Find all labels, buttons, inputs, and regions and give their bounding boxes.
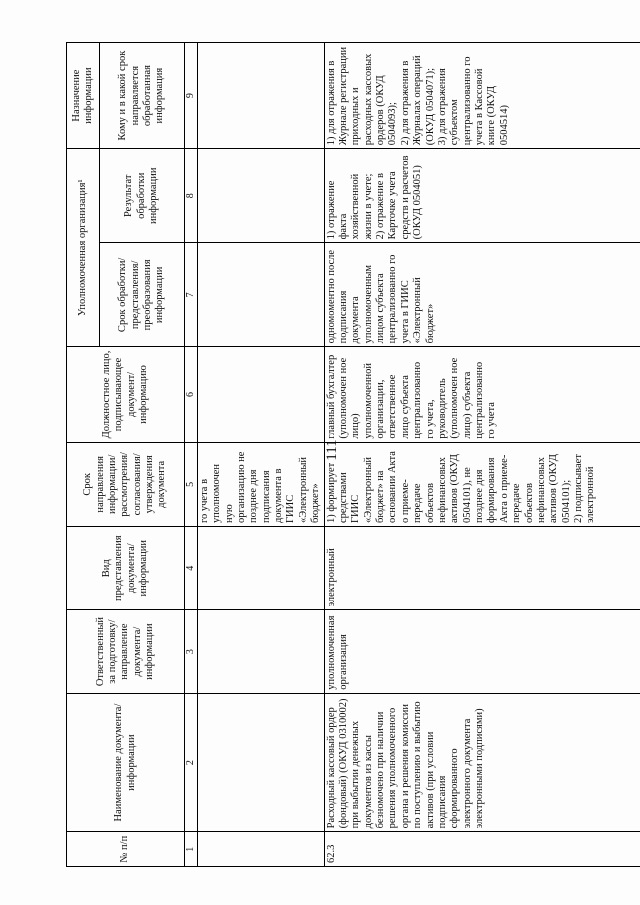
col-num-2: 2 [185,693,198,832]
header-processing-deadline: Срок обработки/ представления/ преобразования информации [100,243,185,347]
cell-empty [197,43,324,149]
header-group-upolnom: Уполномоченная организация¹ [67,149,100,347]
row-form: электронный [324,527,640,610]
continuation-deadline: го учета в уполномочен ную организацию не позднее дня подписания документа в ГИИС «Электронный бюджет» [197,442,324,526]
row-official: главный бухгалтер (уполномочен ное лицо) уполномоченной организации, ответственное лицо субъекта централизованно го учета, руководитель (уполномочен ное лицо) субъекта централизованно го учета [324,347,640,442]
header-official: Должностное лицо, подписывающее документ/ информацию [67,347,185,442]
header-name: Наименование документа/ информации [67,693,185,832]
table-row [324,43,640,867]
header-form: Вид представления документа/ информации [67,527,185,610]
row-processing-deadline: одномоментно после подписания документа уполномоченным лицом субъекта централизованно го учета в ГИИС «Электронный бюджет» [324,243,640,347]
row-result: 1) отражение факта хозяйственной жизни в учете; 2) отражение в Карточке учета средств и расчетов (ОКУД 0504051) [324,149,640,243]
row-deadline: 1) формирует средствами ГИИС «Электронный бюджет» на основании Акта о приеме-передаче объектов нефинансовых активов (ОКУД 0504101), не позднее дня формирования Акта о приеме-передаче объектов нефинансовых активов (ОКУД 0504101); 2) подписывает электронной [324,442,640,526]
col-num-8: 8 [185,149,198,243]
col-num-6: 6 [185,347,198,442]
header-recipient: Кому и в какой срок направляется обработанная информация [100,43,185,149]
col-num-7: 7 [185,243,198,347]
continuation-row [197,43,324,867]
cell-empty [197,527,324,610]
register-table [66,42,640,867]
header-responsible: Ответственный за подготовку/ направление документа/ информации [67,610,185,693]
cell-empty [197,610,324,693]
col-num-1: 1 [185,832,198,867]
col-num-9: 9 [185,43,198,149]
row-num: 62.3 [324,832,640,867]
col-num-4: 4 [185,527,198,610]
header-row-top [67,43,100,867]
row-recipient: 1) для отражения в Журнале регистрации приходных и расходных кассовых ордеров (ОКУД 0504093); 2) для отражения в Журналах операций (ОКУД 0504071); 3) для отражения субъектом централизованно го учета в Кассовой книге (ОКУД 0504514) [324,43,640,149]
page-number: 111 [324,439,340,461]
cell-empty [197,149,324,243]
column-number-row [185,43,198,867]
header-result: Результат обработки информации [100,149,185,243]
col-num-5: 5 [185,442,198,526]
header-group-naznach: Назначение информации [67,43,100,149]
col-num-3: 3 [185,610,198,693]
cell-empty [197,243,324,347]
cell-empty [197,693,324,832]
header-num: № п/п [67,832,185,867]
row-doc-name: Расходный кассовый ордер (фондовый) (ОКУД 0310002) при выбытии денежных документов из кассы безномочено при наличии решения уполномоченного органа и решения комиссии по поступлению и выбытию активов (при условии подписания сформированного электронного документа электронными подписями) [324,693,640,832]
cell-empty [197,347,324,442]
cell-empty [197,832,324,867]
header-deadline: Срок направления информации/ рассмотрения/ согласования/ утверждения документа [67,442,185,526]
row-responsible: уполномоченная организация [324,610,640,693]
